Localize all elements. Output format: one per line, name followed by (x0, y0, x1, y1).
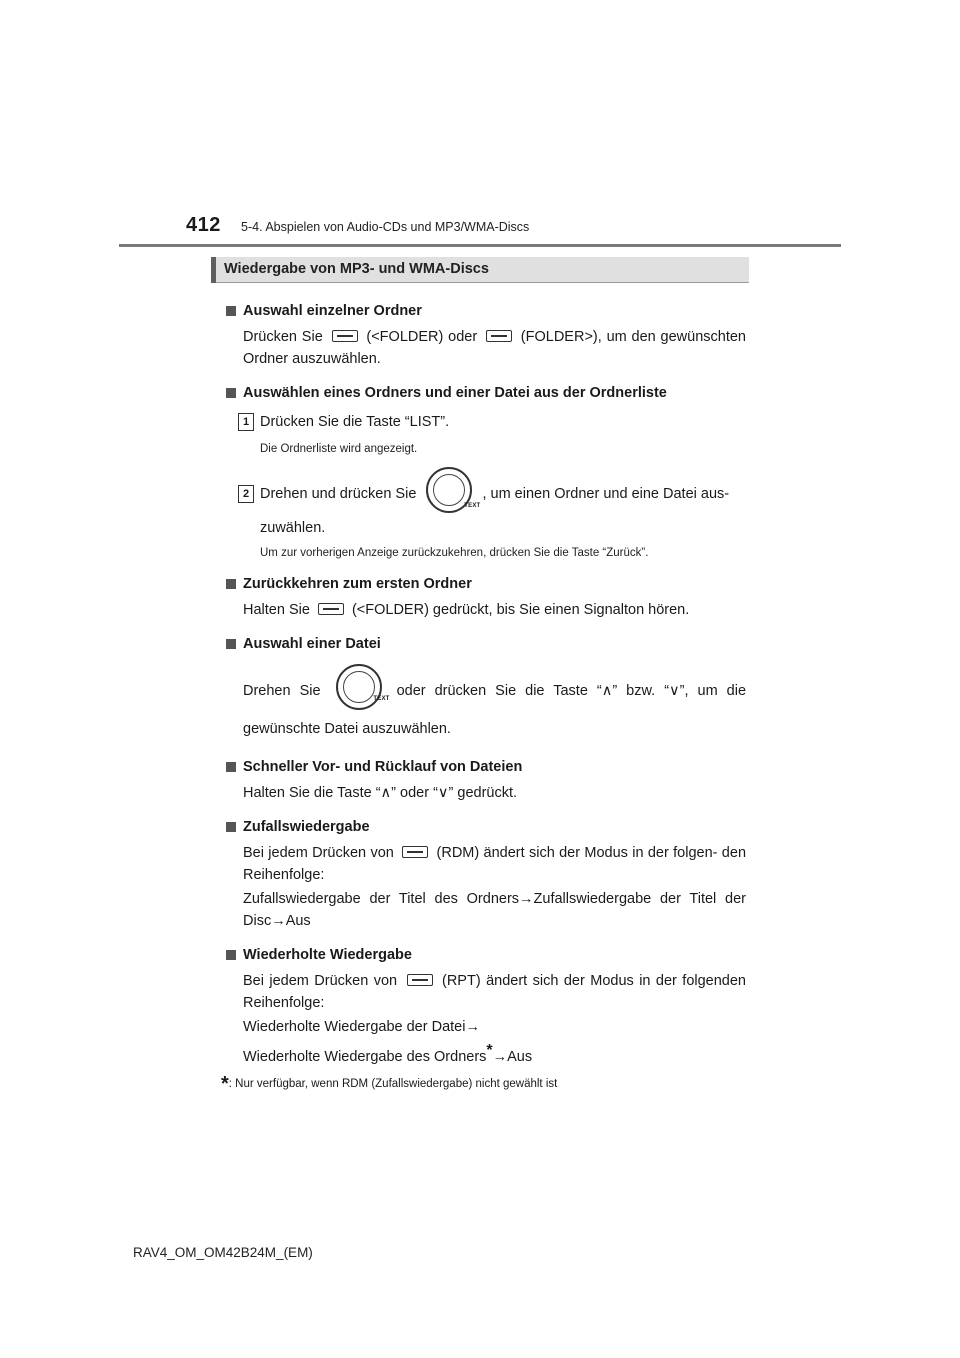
rdm-button-icon (402, 846, 428, 858)
square-bullet-icon (226, 388, 236, 398)
step-1: 1 Drücken Sie die Taste “LIST”. (243, 411, 746, 433)
heading-repeat: Wiederholte Wiedergabe (226, 945, 746, 965)
paragraph-random-sequence: Zufallswiedergabe der Titel des Ordners→Zufallswiedergabe der Titel der Disc→Aus (243, 891, 746, 929)
step-2-note: Um zur vorherigen Anzeige zurückzukehren, drücken Sie die Taste “Zurück”. (260, 547, 649, 559)
heading-file-select: Auswahl einer Datei (226, 634, 746, 654)
square-bullet-icon (226, 579, 236, 589)
paragraph-repeat-seq-2: Wiederholte Wiedergabe des Ordners*→Aus (243, 1042, 533, 1065)
page-content (221, 288, 747, 1095)
paragraph-first-folder: Halten Sie (<FOLDER) gedrückt, bis Sie einen Signalton hören. (243, 602, 690, 618)
paragraph-fast-forward: Halten Sie die Taste “∧” oder “∨” gedrückt. (243, 785, 518, 801)
section-title: Wiedergabe von MP3- und WMA-Discs (224, 261, 489, 277)
tune-select-knob-icon: TEXT (336, 664, 382, 710)
chapter-title: 5-4. Abspielen von Audio-CDs und MP3/WMA-Discs (241, 220, 530, 234)
header-rule (119, 244, 841, 247)
square-bullet-icon (226, 762, 236, 772)
step-2: 2 Drehen und drücken Sie TEXT , um einen Ordner und eine Datei aus- zuwählen. (243, 471, 746, 539)
page-number: 412 (186, 214, 221, 236)
step-1-note: Die Ordnerliste wird angezeigt. (260, 443, 418, 455)
paragraph-file-select: Drehen Sie TEXT oder drücken Sie die Taste “∧” bzw. “∨”, um die gewünschte Datei auszuwählen. (243, 668, 746, 744)
step-number-badge: 1 (238, 413, 254, 431)
square-bullet-icon (226, 950, 236, 960)
square-bullet-icon (226, 822, 236, 832)
square-bullet-icon (226, 306, 236, 316)
paragraph-folder-select: Drücken Sie (<FOLDER) oder (FOLDER>), um den gewünschten Ordner auszuwählen. (243, 329, 746, 367)
heading-first-folder: Zurückkehren zum ersten Ordner (226, 574, 746, 594)
section-accent (211, 257, 216, 283)
paragraph-repeat: Bei jedem Drücken von (RPT) ändert sich der Modus in der folgenden Reihenfolge: (243, 973, 746, 1011)
step-number-badge: 2 (238, 485, 254, 503)
tune-select-knob-icon: TEXT (426, 467, 472, 513)
square-bullet-icon (226, 639, 236, 649)
footnote: *: Nur verfügbar, wenn RDM (Zufallswiedergabe) nicht gewählt ist (221, 1072, 558, 1095)
paragraph-repeat-seq-1: Wiederholte Wiedergabe der Datei→ (243, 1019, 480, 1035)
paragraph-random: Bei jedem Drücken von (RDM) ändert sich der Modus in der folgen- den Reihenfolge: (243, 845, 747, 883)
footnote-star: * (221, 1072, 229, 1095)
heading-folder-select: Auswahl einzelner Ordner (226, 301, 746, 321)
heading-fast-forward: Schneller Vor- und Rücklauf von Dateien (226, 757, 746, 777)
folder-next-button-icon (486, 330, 512, 342)
section-bar (211, 257, 749, 283)
folder-prev-button-icon (332, 330, 358, 342)
heading-random: Zufallswiedergabe (226, 817, 746, 837)
footnote-marker: * (486, 1042, 493, 1059)
document-code: RAV4_OM_OM42B24M_(EM) (133, 1245, 313, 1260)
heading-folder-list: Auswählen eines Ordners und einer Datei aus der Ordnerliste (226, 383, 746, 403)
rpt-button-icon (407, 974, 433, 986)
folder-prev-button-icon (318, 603, 344, 615)
